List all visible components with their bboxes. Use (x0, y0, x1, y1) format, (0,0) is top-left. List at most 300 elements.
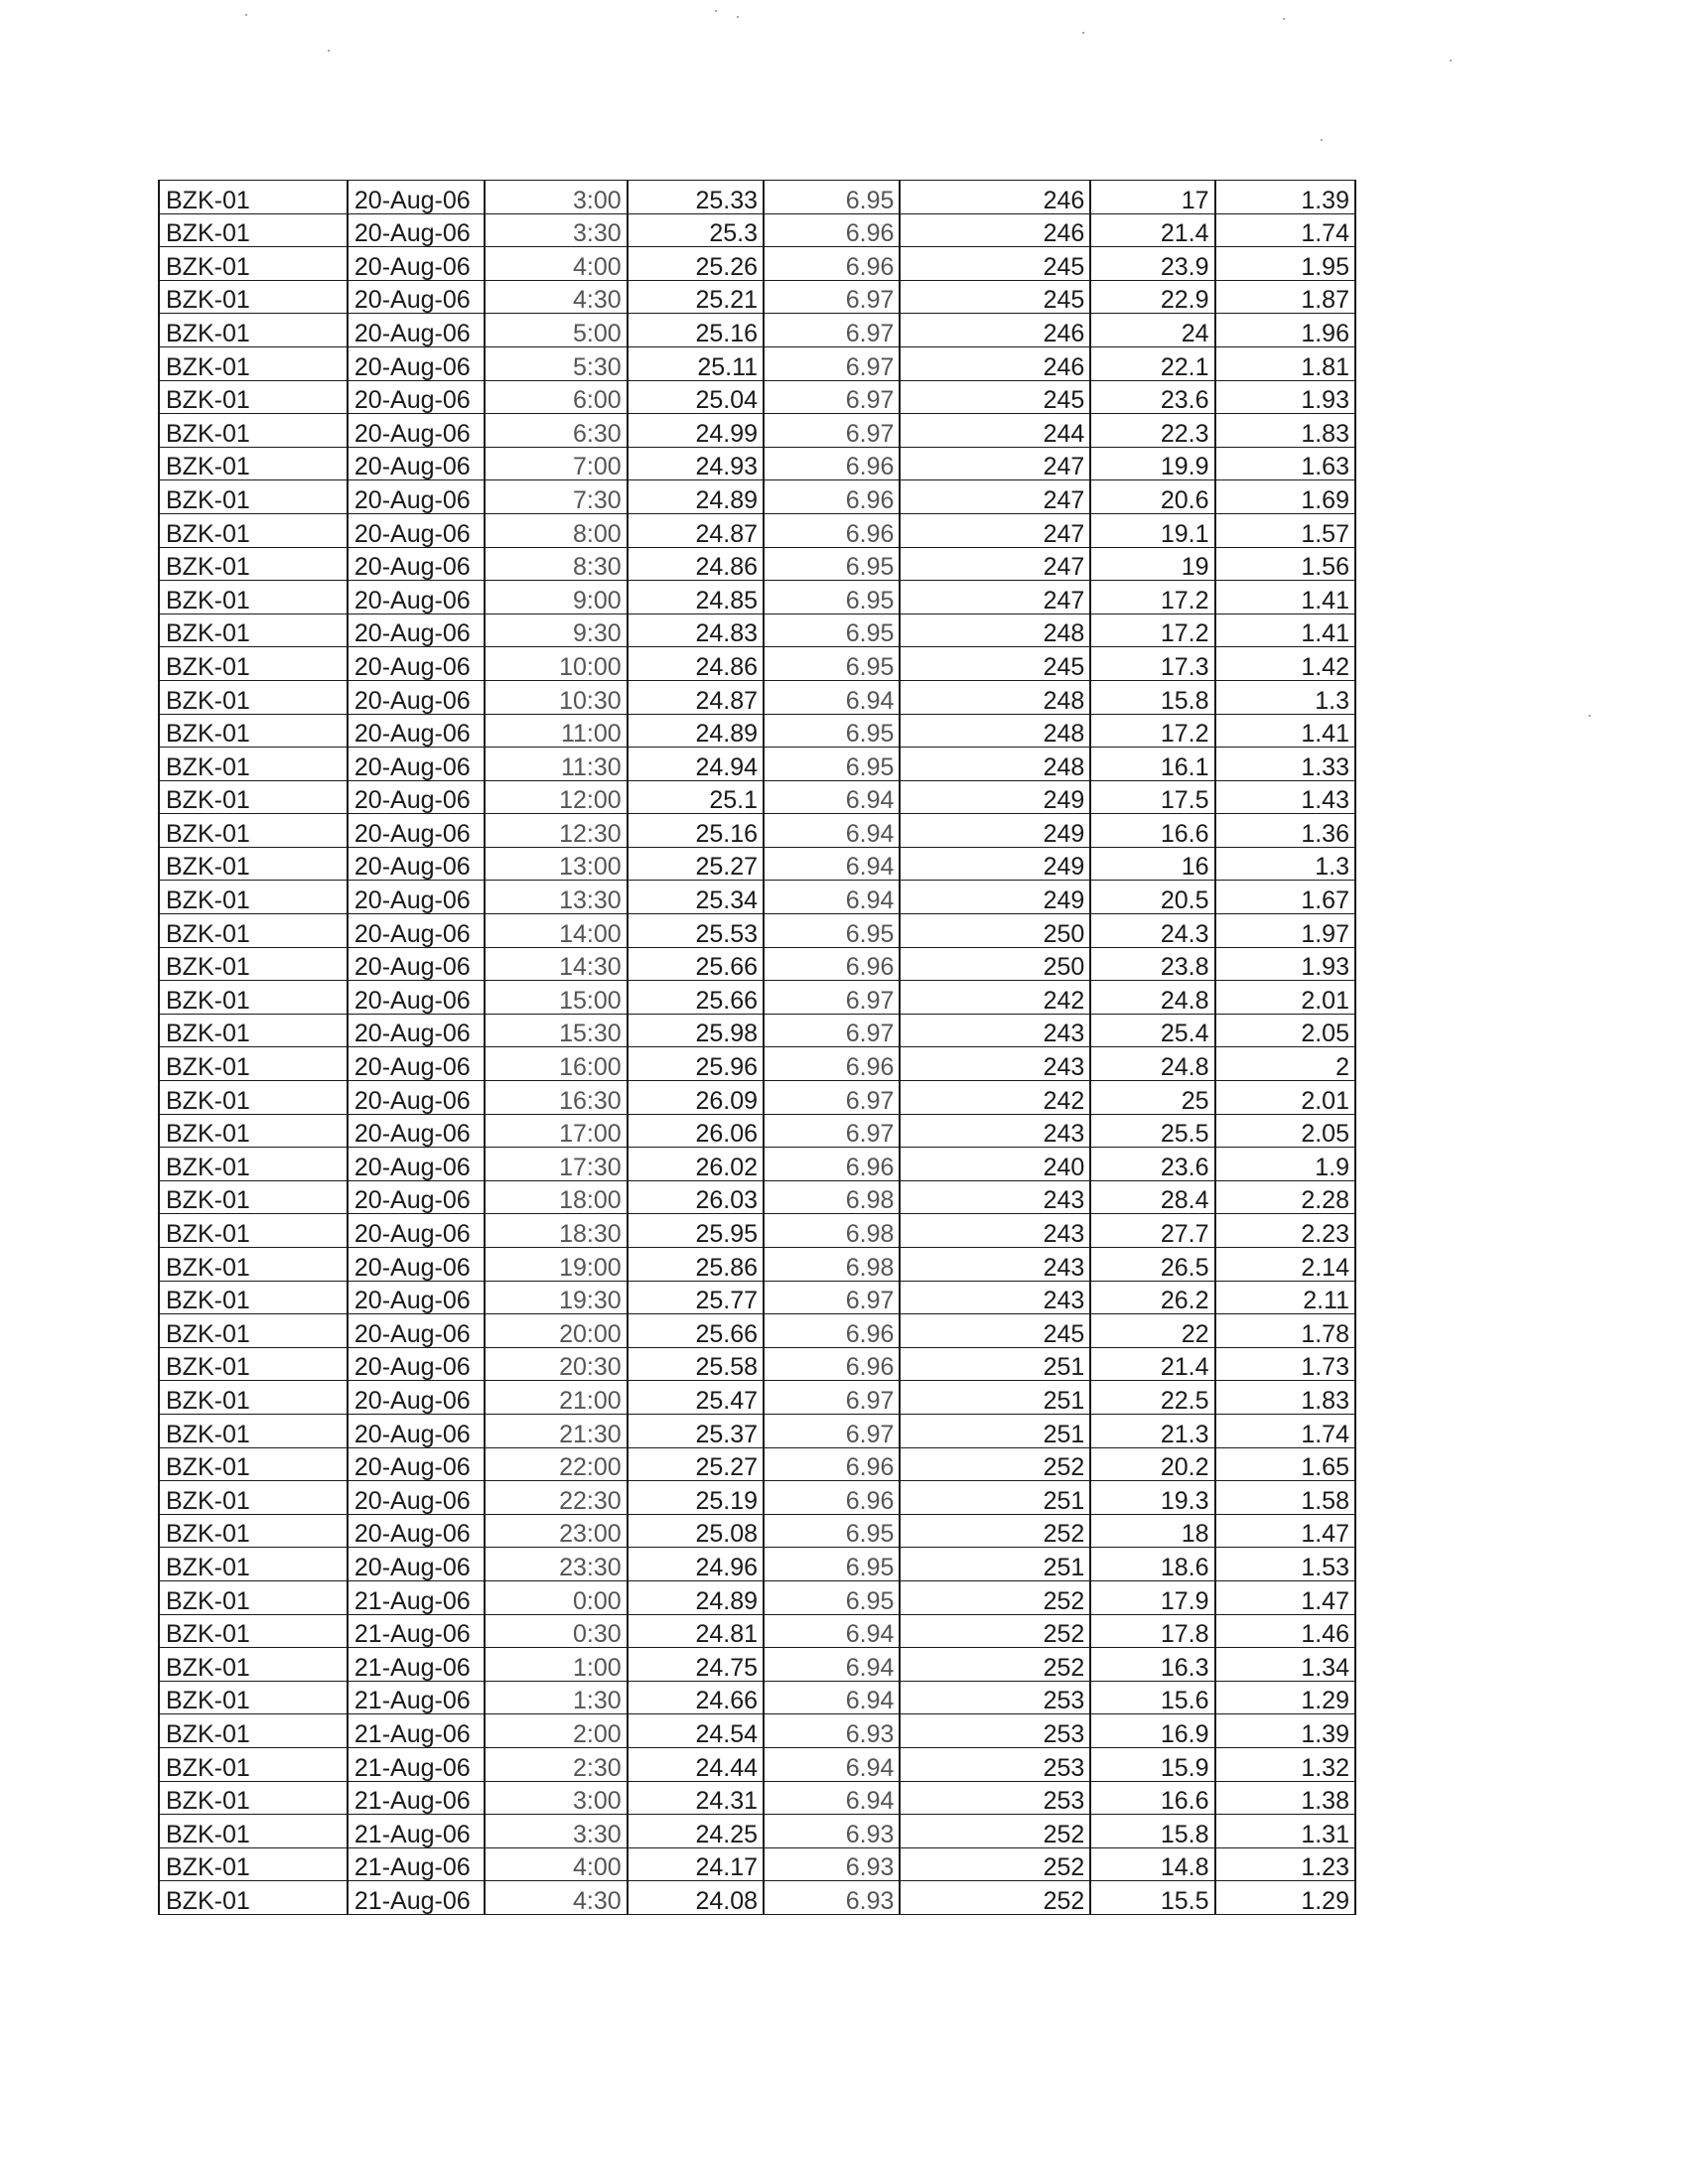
value3-cell: 244 (900, 414, 1090, 448)
value4-cell: 21.3 (1090, 1414, 1214, 1447)
table-row (159, 280, 1355, 314)
value2-cell: 6.97 (764, 981, 900, 1015)
date-cell: 20-Aug-06 (348, 280, 485, 314)
date-cell: 20-Aug-06 (348, 581, 485, 614)
value5-cell: 1.3 (1215, 847, 1355, 881)
time-cell: 2:30 (485, 1747, 627, 1781)
station-cell: BZK-01 (159, 780, 348, 814)
value1-cell: 24.85 (628, 581, 764, 614)
time-cell: 11:00 (485, 714, 627, 748)
value4-cell: 24.8 (1090, 1047, 1214, 1081)
value5-cell: 1.9 (1215, 1148, 1355, 1181)
date-cell: 20-Aug-06 (348, 647, 485, 681)
table-row (159, 380, 1355, 414)
value3-cell: 242 (900, 981, 1090, 1015)
value4-cell: 15.8 (1090, 680, 1214, 714)
station-cell: BZK-01 (159, 947, 348, 981)
value2-cell: 6.97 (764, 1281, 900, 1314)
station-cell: BZK-01 (159, 181, 348, 214)
value3-cell: 252 (900, 1815, 1090, 1848)
date-cell: 20-Aug-06 (348, 1381, 485, 1415)
value4-cell: 27.7 (1090, 1214, 1214, 1248)
table-row (159, 1747, 1355, 1781)
value4-cell: 21.4 (1090, 213, 1214, 247)
time-cell: 0:30 (485, 1614, 627, 1648)
station-cell: BZK-01 (159, 647, 348, 681)
value3-cell: 251 (900, 1347, 1090, 1381)
value4-cell: 21.4 (1090, 1347, 1214, 1381)
date-cell: 20-Aug-06 (348, 1081, 485, 1115)
value5-cell: 1.73 (1215, 1347, 1355, 1381)
table-row (159, 414, 1355, 448)
time-cell: 14:00 (485, 914, 627, 948)
time-cell: 4:30 (485, 280, 627, 314)
table-row (159, 1014, 1355, 1047)
time-cell: 8:30 (485, 547, 627, 581)
value3-cell: 252 (900, 1580, 1090, 1614)
value1-cell: 25.21 (628, 280, 764, 314)
value2-cell: 6.97 (764, 314, 900, 347)
value4-cell: 14.8 (1090, 1847, 1214, 1881)
station-cell: BZK-01 (159, 480, 348, 514)
station-cell: BZK-01 (159, 1614, 348, 1648)
date-cell: 20-Aug-06 (348, 213, 485, 247)
time-cell: 16:00 (485, 1047, 627, 1081)
value2-cell: 6.94 (764, 814, 900, 848)
date-cell: 20-Aug-06 (348, 513, 485, 547)
value1-cell: 24.87 (628, 680, 764, 714)
scan-speck (1082, 32, 1084, 34)
value4-cell: 18.6 (1090, 1548, 1214, 1581)
table-row (159, 314, 1355, 347)
time-cell: 19:00 (485, 1248, 627, 1282)
value3-cell: 247 (900, 480, 1090, 514)
value5-cell: 1.74 (1215, 213, 1355, 247)
value2-cell: 6.95 (764, 1580, 900, 1614)
table-row (159, 1648, 1355, 1682)
value2-cell: 6.97 (764, 1114, 900, 1148)
value4-cell: 25.4 (1090, 1014, 1214, 1047)
value5-cell: 1.23 (1215, 1847, 1355, 1881)
station-cell: BZK-01 (159, 247, 348, 281)
value5-cell: 1.46 (1215, 1614, 1355, 1648)
value4-cell: 16.9 (1090, 1714, 1214, 1748)
value4-cell: 26.5 (1090, 1248, 1214, 1282)
time-cell: 5:00 (485, 314, 627, 347)
time-cell: 15:00 (485, 981, 627, 1015)
value3-cell: 248 (900, 680, 1090, 714)
value5-cell: 1.42 (1215, 647, 1355, 681)
time-cell: 4:00 (485, 247, 627, 281)
value1-cell: 24.87 (628, 513, 764, 547)
value3-cell: 247 (900, 447, 1090, 480)
date-cell: 20-Aug-06 (348, 914, 485, 948)
value2-cell: 6.96 (764, 513, 900, 547)
value5-cell: 1.93 (1215, 947, 1355, 981)
value4-cell: 19.3 (1090, 1481, 1214, 1515)
value4-cell: 17.9 (1090, 1580, 1214, 1614)
station-cell: BZK-01 (159, 380, 348, 414)
table-row (159, 480, 1355, 514)
value1-cell: 24.44 (628, 1747, 764, 1781)
date-cell: 20-Aug-06 (348, 614, 485, 647)
date-cell: 21-Aug-06 (348, 1847, 485, 1881)
value1-cell: 24.17 (628, 1847, 764, 1881)
value4-cell: 15.9 (1090, 1747, 1214, 1781)
time-cell: 9:00 (485, 581, 627, 614)
value2-cell: 6.94 (764, 1747, 900, 1781)
table-row (159, 1580, 1355, 1614)
value2-cell: 6.96 (764, 1347, 900, 1381)
value3-cell: 252 (900, 1447, 1090, 1481)
value1-cell: 26.03 (628, 1180, 764, 1214)
value2-cell: 6.96 (764, 1314, 900, 1348)
value3-cell: 243 (900, 1214, 1090, 1248)
value3-cell: 243 (900, 1248, 1090, 1282)
value2-cell: 6.95 (764, 581, 900, 614)
value2-cell: 6.97 (764, 380, 900, 414)
value2-cell: 6.93 (764, 1881, 900, 1915)
value4-cell: 24.3 (1090, 914, 1214, 948)
scan-speck (1321, 139, 1323, 141)
table-row (159, 1548, 1355, 1581)
value4-cell: 19.9 (1090, 447, 1214, 480)
time-cell: 0:00 (485, 1580, 627, 1614)
value1-cell: 25.66 (628, 1314, 764, 1348)
value5-cell: 1.3 (1215, 680, 1355, 714)
station-cell: BZK-01 (159, 1747, 348, 1781)
date-cell: 21-Aug-06 (348, 1815, 485, 1848)
value4-cell: 16.6 (1090, 814, 1214, 848)
table-row (159, 213, 1355, 247)
value1-cell: 24.54 (628, 1714, 764, 1748)
value1-cell: 24.31 (628, 1781, 764, 1815)
station-cell: BZK-01 (159, 1881, 348, 1915)
scan-speck (1450, 60, 1452, 62)
station-cell: BZK-01 (159, 1081, 348, 1115)
value3-cell: 245 (900, 247, 1090, 281)
table-row (159, 1214, 1355, 1248)
value5-cell: 1.38 (1215, 1781, 1355, 1815)
value1-cell: 25.33 (628, 181, 764, 214)
date-cell: 21-Aug-06 (348, 1614, 485, 1648)
value3-cell: 245 (900, 280, 1090, 314)
date-cell: 20-Aug-06 (348, 1447, 485, 1481)
time-cell: 13:00 (485, 847, 627, 881)
date-cell: 20-Aug-06 (348, 480, 485, 514)
table-row (159, 346, 1355, 380)
table-row (159, 714, 1355, 748)
table-row (159, 1414, 1355, 1447)
value2-cell: 6.95 (764, 714, 900, 748)
station-cell: BZK-01 (159, 1214, 348, 1248)
value3-cell: 245 (900, 380, 1090, 414)
value5-cell: 1.58 (1215, 1481, 1355, 1515)
date-cell: 20-Aug-06 (348, 247, 485, 281)
value4-cell: 25 (1090, 1081, 1214, 1115)
date-cell: 21-Aug-06 (348, 1881, 485, 1915)
date-cell: 20-Aug-06 (348, 1414, 485, 1447)
table-row (159, 680, 1355, 714)
date-cell: 20-Aug-06 (348, 1148, 485, 1181)
value1-cell: 25.04 (628, 380, 764, 414)
station-cell: BZK-01 (159, 1481, 348, 1515)
time-cell: 23:30 (485, 1548, 627, 1581)
value5-cell: 2.11 (1215, 1281, 1355, 1314)
table-row (159, 1081, 1355, 1115)
station-cell: BZK-01 (159, 513, 348, 547)
value3-cell: 243 (900, 1281, 1090, 1314)
value3-cell: 246 (900, 314, 1090, 347)
value5-cell: 1.67 (1215, 881, 1355, 914)
table-row (159, 947, 1355, 981)
date-cell: 20-Aug-06 (348, 181, 485, 214)
table-row (159, 181, 1355, 214)
date-cell: 20-Aug-06 (348, 1281, 485, 1314)
value1-cell: 26.02 (628, 1148, 764, 1181)
value3-cell: 246 (900, 213, 1090, 247)
table-row (159, 1281, 1355, 1314)
value3-cell: 250 (900, 914, 1090, 948)
value4-cell: 19 (1090, 547, 1214, 581)
date-cell: 20-Aug-06 (348, 380, 485, 414)
time-cell: 7:00 (485, 447, 627, 480)
value4-cell: 17.8 (1090, 1614, 1214, 1648)
value1-cell: 24.83 (628, 614, 764, 647)
table-row (159, 981, 1355, 1015)
value5-cell: 1.29 (1215, 1681, 1355, 1714)
station-cell: BZK-01 (159, 1648, 348, 1682)
value5-cell: 2.05 (1215, 1114, 1355, 1148)
station-cell: BZK-01 (159, 1180, 348, 1214)
value1-cell: 24.89 (628, 480, 764, 514)
date-cell: 20-Aug-06 (348, 1248, 485, 1282)
value1-cell: 25.47 (628, 1381, 764, 1415)
value1-cell: 25.27 (628, 847, 764, 881)
value2-cell: 6.95 (764, 748, 900, 781)
value5-cell: 1.74 (1215, 1414, 1355, 1447)
time-cell: 21:30 (485, 1414, 627, 1447)
value4-cell: 15.6 (1090, 1681, 1214, 1714)
time-cell: 11:30 (485, 748, 627, 781)
value4-cell: 22.3 (1090, 414, 1214, 448)
value5-cell: 1.29 (1215, 1881, 1355, 1915)
value2-cell: 6.95 (764, 1514, 900, 1548)
value5-cell: 1.97 (1215, 914, 1355, 948)
value4-cell: 22 (1090, 1314, 1214, 1348)
time-cell: 23:00 (485, 1514, 627, 1548)
time-cell: 12:00 (485, 780, 627, 814)
time-cell: 17:30 (485, 1148, 627, 1181)
time-cell: 12:30 (485, 814, 627, 848)
station-cell: BZK-01 (159, 213, 348, 247)
time-cell: 21:00 (485, 1381, 627, 1415)
table-row (159, 247, 1355, 281)
value4-cell: 17.2 (1090, 581, 1214, 614)
value5-cell: 1.31 (1215, 1815, 1355, 1848)
value1-cell: 25.16 (628, 314, 764, 347)
value2-cell: 6.94 (764, 847, 900, 881)
date-cell: 21-Aug-06 (348, 1781, 485, 1815)
date-cell: 20-Aug-06 (348, 1314, 485, 1348)
station-cell: BZK-01 (159, 748, 348, 781)
value3-cell: 243 (900, 1114, 1090, 1148)
table-row (159, 1614, 1355, 1648)
value2-cell: 6.95 (764, 547, 900, 581)
value4-cell: 17 (1090, 181, 1214, 214)
value1-cell: 25.3 (628, 213, 764, 247)
date-cell: 20-Aug-06 (348, 1047, 485, 1081)
value5-cell: 1.33 (1215, 748, 1355, 781)
value3-cell: 245 (900, 1314, 1090, 1348)
value2-cell: 6.97 (764, 1014, 900, 1047)
date-cell: 20-Aug-06 (348, 1548, 485, 1581)
value5-cell: 1.39 (1215, 181, 1355, 214)
date-cell: 20-Aug-06 (348, 1214, 485, 1248)
time-cell: 15:30 (485, 1014, 627, 1047)
value2-cell: 6.96 (764, 247, 900, 281)
date-cell: 20-Aug-06 (348, 1180, 485, 1214)
station-cell: BZK-01 (159, 1580, 348, 1614)
value1-cell: 25.53 (628, 914, 764, 948)
value2-cell: 6.94 (764, 1781, 900, 1815)
value1-cell: 25.16 (628, 814, 764, 848)
value4-cell: 17.3 (1090, 647, 1214, 681)
value5-cell: 1.95 (1215, 247, 1355, 281)
value2-cell: 6.95 (764, 647, 900, 681)
station-cell: BZK-01 (159, 1714, 348, 1748)
value5-cell: 1.69 (1215, 480, 1355, 514)
value4-cell: 28.4 (1090, 1180, 1214, 1214)
value1-cell: 24.75 (628, 1648, 764, 1682)
date-cell: 20-Aug-06 (348, 314, 485, 347)
value4-cell: 26.2 (1090, 1281, 1214, 1314)
station-cell: BZK-01 (159, 981, 348, 1015)
value3-cell: 240 (900, 1148, 1090, 1181)
value2-cell: 6.96 (764, 1481, 900, 1515)
value3-cell: 246 (900, 181, 1090, 214)
value1-cell: 26.06 (628, 1114, 764, 1148)
value5-cell: 1.34 (1215, 1648, 1355, 1682)
value5-cell: 2.05 (1215, 1014, 1355, 1047)
value5-cell: 1.36 (1215, 814, 1355, 848)
station-cell: BZK-01 (159, 1514, 348, 1548)
value4-cell: 16 (1090, 847, 1214, 881)
time-cell: 14:30 (485, 947, 627, 981)
time-cell: 20:00 (485, 1314, 627, 1348)
value4-cell: 22.5 (1090, 1381, 1214, 1415)
date-cell: 21-Aug-06 (348, 1580, 485, 1614)
time-cell: 22:00 (485, 1447, 627, 1481)
value1-cell: 25.96 (628, 1047, 764, 1081)
value1-cell: 24.89 (628, 1580, 764, 1614)
value5-cell: 1.41 (1215, 714, 1355, 748)
station-cell: BZK-01 (159, 346, 348, 380)
value1-cell: 26.09 (628, 1081, 764, 1115)
time-cell: 22:30 (485, 1481, 627, 1515)
value5-cell: 1.41 (1215, 614, 1355, 647)
date-cell: 20-Aug-06 (348, 447, 485, 480)
value3-cell: 243 (900, 1014, 1090, 1047)
value3-cell: 252 (900, 1847, 1090, 1881)
station-cell: BZK-01 (159, 581, 348, 614)
value4-cell: 23.6 (1090, 1148, 1214, 1181)
value3-cell: 251 (900, 1481, 1090, 1515)
value2-cell: 6.96 (764, 947, 900, 981)
table-row (159, 1481, 1355, 1515)
time-cell: 10:30 (485, 680, 627, 714)
value3-cell: 246 (900, 346, 1090, 380)
table-row (159, 581, 1355, 614)
value2-cell: 6.94 (764, 680, 900, 714)
time-cell: 13:30 (485, 881, 627, 914)
table-row (159, 1114, 1355, 1148)
value1-cell: 24.93 (628, 447, 764, 480)
value2-cell: 6.93 (764, 1847, 900, 1881)
table-row (159, 1781, 1355, 1815)
value5-cell: 1.56 (1215, 547, 1355, 581)
value5-cell: 1.83 (1215, 1381, 1355, 1415)
table-row (159, 513, 1355, 547)
value5-cell: 2.01 (1215, 981, 1355, 1015)
value1-cell: 24.25 (628, 1815, 764, 1848)
value1-cell: 25.37 (628, 1414, 764, 1447)
value3-cell: 252 (900, 1614, 1090, 1648)
date-cell: 20-Aug-06 (348, 1347, 485, 1381)
value5-cell: 1.43 (1215, 780, 1355, 814)
table-row (159, 1148, 1355, 1181)
table-row (159, 1881, 1355, 1915)
value2-cell: 6.95 (764, 1548, 900, 1581)
value5-cell: 1.65 (1215, 1447, 1355, 1481)
value5-cell: 1.53 (1215, 1548, 1355, 1581)
value3-cell: 251 (900, 1414, 1090, 1447)
value2-cell: 6.95 (764, 914, 900, 948)
value5-cell: 2 (1215, 1047, 1355, 1081)
value3-cell: 250 (900, 947, 1090, 981)
value2-cell: 6.95 (764, 614, 900, 647)
table-row (159, 614, 1355, 647)
value3-cell: 245 (900, 647, 1090, 681)
value4-cell: 20.2 (1090, 1447, 1214, 1481)
value3-cell: 248 (900, 748, 1090, 781)
value1-cell: 25.86 (628, 1248, 764, 1282)
scan-speck (715, 10, 717, 12)
time-cell: 16:30 (485, 1081, 627, 1115)
value2-cell: 6.97 (764, 1414, 900, 1447)
date-cell: 20-Aug-06 (348, 947, 485, 981)
value2-cell: 6.93 (764, 1815, 900, 1848)
station-cell: BZK-01 (159, 680, 348, 714)
value4-cell: 23.9 (1090, 247, 1214, 281)
table-row (159, 447, 1355, 480)
date-cell: 21-Aug-06 (348, 1648, 485, 1682)
value4-cell: 17.2 (1090, 714, 1214, 748)
station-cell: BZK-01 (159, 547, 348, 581)
value2-cell: 6.94 (764, 1648, 900, 1682)
value4-cell: 24.8 (1090, 981, 1214, 1015)
time-cell: 6:00 (485, 380, 627, 414)
value1-cell: 25.58 (628, 1347, 764, 1381)
value3-cell: 252 (900, 1881, 1090, 1915)
value3-cell: 248 (900, 714, 1090, 748)
table-row (159, 1248, 1355, 1282)
value5-cell: 2.28 (1215, 1180, 1355, 1214)
value4-cell: 15.5 (1090, 1881, 1214, 1915)
table-row (159, 1381, 1355, 1415)
station-cell: BZK-01 (159, 1047, 348, 1081)
date-cell: 20-Aug-06 (348, 1114, 485, 1148)
